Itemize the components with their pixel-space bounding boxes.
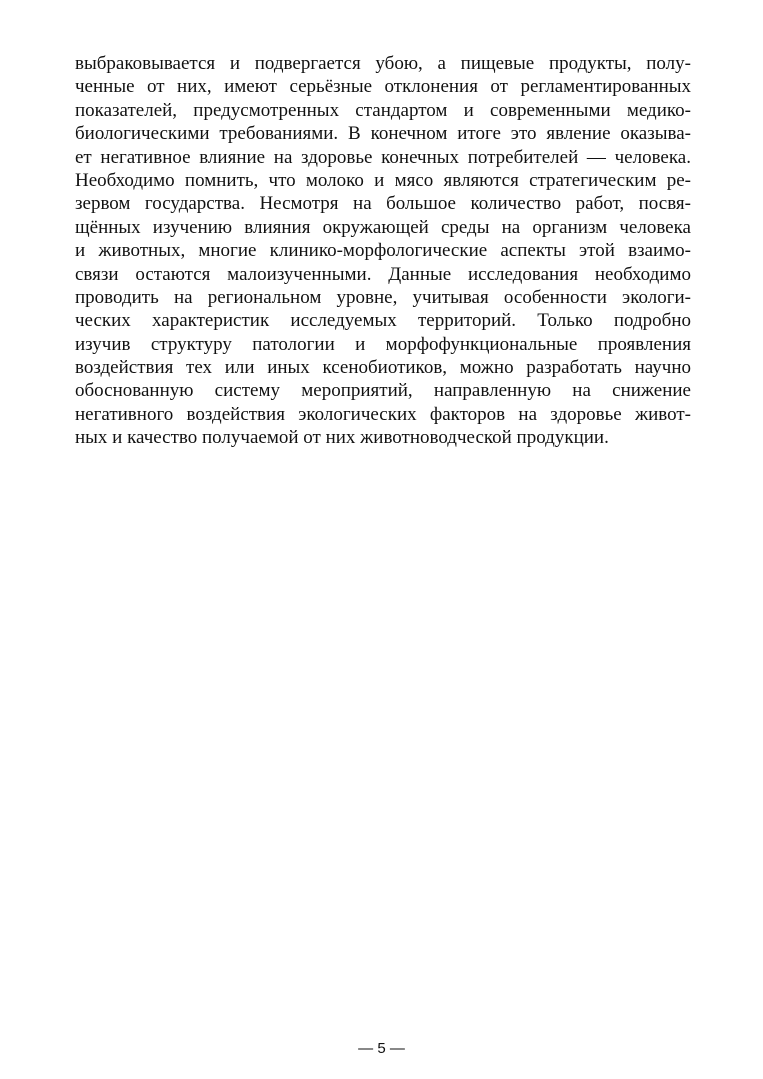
text-line: воздействия тех или иных ксенобиотиков, можно разработать научно: [75, 357, 691, 379]
text-line: зервом государства. Несмотря на большое количество работ, посвя-: [75, 193, 691, 215]
text-line: негативного воздействия экологических факторов на здоровье живот-: [75, 403, 691, 425]
text-line: биологическими требованиями. В конечном итоге это явление оказыва-: [75, 123, 691, 145]
text-line: ных и качество получаемой от них животноводческой продукции.: [75, 427, 609, 449]
text-line: ческих характеристик исследуемых территорий. Только подробно: [75, 310, 691, 332]
text-line: щённых изучению влияния окружающей среды на организм человека: [75, 216, 691, 238]
text-line: ет негативное влияние на здоровье конечных потребителей — человека.: [75, 146, 691, 168]
page-number: — 5 —: [358, 1040, 405, 1057]
text-line: и животных, многие клинико-морфологические аспекты этой взаимо-: [75, 240, 691, 262]
text-line: проводить на региональном уровне, учитывая особенности экологи-: [75, 286, 691, 308]
text-line: изучив структуру патологии и морфофункциональные проявления: [75, 333, 691, 355]
text-line: связи остаются малоизученными. Данные исследования необходимо: [75, 263, 691, 285]
text-line: Необходимо помнить, что молоко и мясо являются стратегическим ре-: [75, 169, 691, 191]
text-line: показателей, предусмотренных стандартом и современными медико-: [75, 99, 691, 121]
text-line: ченные от них, имеют серьёзные отклонения от регламентированных: [75, 76, 691, 98]
body-paragraph: [75, 52, 691, 450]
text-line: обоснованную систему мероприятий, направленную на снижение: [75, 380, 691, 402]
text-line: выбраковывается и подвергается убою, а пищевые продукты, полу-: [75, 53, 691, 74]
